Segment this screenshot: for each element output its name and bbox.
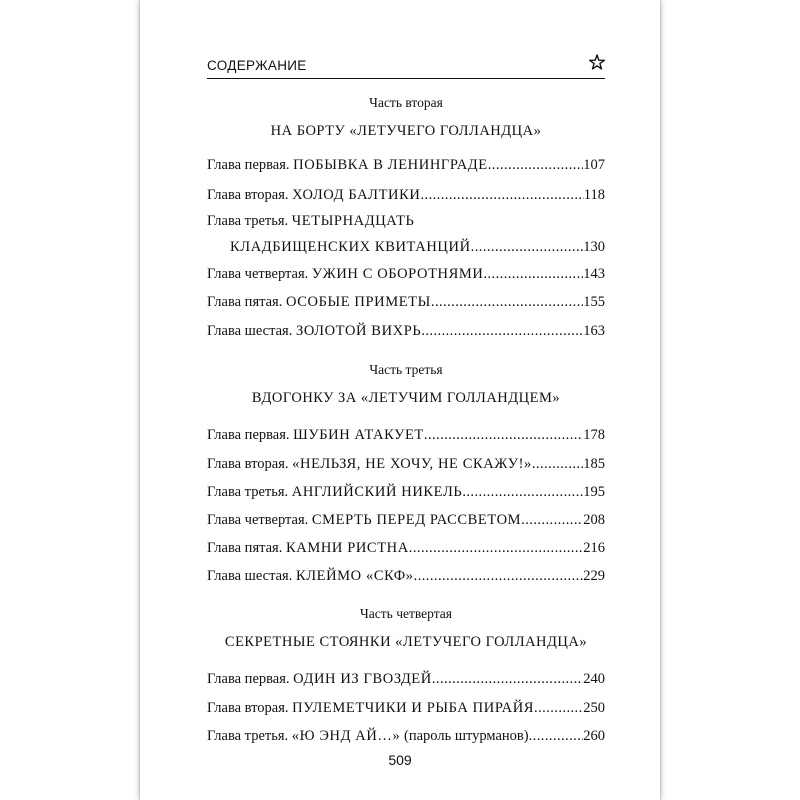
page-ref: 143	[583, 266, 605, 282]
page-ref: 107	[583, 157, 605, 173]
book-page	[140, 0, 660, 800]
toc-entry[interactable]	[207, 212, 605, 256]
leader-dots	[483, 265, 583, 283]
part-title: ВДОГОНКУ ЗА «ЛЕТУЧИМ ГОЛЛАНДЦЕМ»	[251, 390, 561, 406]
part-heading	[207, 95, 605, 140]
chapter-note: (пароль штурманов)	[404, 728, 529, 744]
page-ref: 185	[583, 456, 605, 472]
part-label: Часть вторая	[369, 95, 443, 110]
page-ref: 163	[583, 323, 605, 339]
leader-dots	[471, 238, 584, 256]
chapter-prefix: Глава третья.	[207, 484, 289, 500]
chapter-prefix: Глава четвертая.	[207, 512, 309, 528]
chapter-prefix: Глава первая.	[207, 157, 290, 173]
chapter-prefix: Глава пятая.	[207, 540, 283, 556]
toc-entry[interactable]	[207, 539, 605, 557]
page-ref: 208	[583, 512, 605, 528]
chapter-title: ЧЕТЫРНАДЦАТЬ	[291, 213, 415, 229]
page-ref: 118	[583, 187, 605, 203]
chapter-prefix: Глава четвертая.	[207, 266, 309, 282]
toc-entry[interactable]	[207, 426, 605, 444]
chapter-prefix: Глава вторая.	[207, 456, 289, 472]
chapter-prefix: Глава первая.	[207, 671, 290, 687]
chapter-title: ПОБЫВКА В ЛЕНИНГРАДЕ	[293, 157, 488, 173]
leader-dots	[432, 670, 583, 688]
toc-entry[interactable]	[207, 699, 605, 717]
star-icon	[589, 54, 605, 70]
chapter-title: КАМНИ РИСТНА	[285, 540, 409, 556]
leader-dots	[534, 699, 583, 717]
toc-entry[interactable]	[207, 293, 605, 311]
page-ref: 240	[583, 671, 605, 687]
chapter-title: «Ю ЭНД АЙ…»	[291, 728, 401, 744]
leader-dots	[529, 727, 584, 745]
part-heading	[207, 606, 605, 651]
page-header	[207, 52, 605, 79]
chapter-prefix: Глава шестая.	[207, 568, 293, 584]
leader-dots	[462, 483, 583, 501]
page-ref: 195	[583, 484, 605, 500]
leader-dots	[414, 567, 584, 585]
toc-entry[interactable]	[207, 670, 605, 688]
chapter-prefix: Глава третья.	[207, 728, 289, 744]
leader-dots	[488, 156, 584, 174]
chapter-title: УЖИН С ОБОРОТНЯМИ	[311, 266, 484, 282]
chapter-title: ШУБИН АТАКУЕТ	[293, 427, 424, 443]
chapter-prefix: Глава вторая.	[207, 700, 289, 716]
toc-entry[interactable]	[207, 156, 605, 174]
page-ref: 216	[583, 540, 605, 556]
chapter-title: ОСОБЫЕ ПРИМЕТЫ	[285, 294, 431, 310]
toc-entry[interactable]	[207, 265, 605, 283]
part-title: НА БОРТУ «ЛЕТУЧЕГО ГОЛЛАНДЦА»	[270, 123, 542, 139]
header-title: СОДЕРЖАНИЕ	[207, 58, 307, 73]
toc-entry[interactable]	[207, 322, 605, 340]
part-label: Часть четвертая	[360, 606, 452, 621]
leader-dots	[421, 322, 583, 340]
chapter-title: ПУЛЕМЕТЧИКИ И РЫБА ПИРАЙЯ	[292, 700, 535, 716]
part-heading	[207, 362, 605, 407]
page-ref: 130	[583, 239, 605, 255]
page-ref: 229	[583, 568, 605, 584]
chapter-title: ХОЛОД БАЛТИКИ	[292, 187, 421, 203]
chapter-prefix: Глава третья.	[207, 213, 289, 229]
chapter-title: «НЕЛЬЗЯ, НЕ ХОЧУ, НЕ СКАЖУ!»	[292, 456, 532, 472]
toc-entry[interactable]	[207, 727, 605, 745]
part-title: СЕКРЕТНЫЕ СТОЯНКИ «ЛЕТУЧЕГО ГОЛЛАНДЦА»	[224, 634, 588, 650]
leader-dots	[521, 511, 583, 529]
chapter-title: КЛЕЙМО «СКФ»	[295, 568, 414, 584]
page-ref: 155	[583, 294, 605, 310]
leader-dots	[420, 186, 583, 204]
chapter-title: ЗОЛОТОЙ ВИХРЬ	[295, 323, 422, 339]
chapter-prefix: Глава шестая.	[207, 323, 293, 339]
chapter-prefix: Глава первая.	[207, 427, 290, 443]
leader-dots	[424, 426, 583, 444]
page-ref: 250	[583, 700, 605, 716]
toc-entry[interactable]	[207, 186, 605, 204]
leader-dots	[431, 293, 583, 311]
chapter-title: ОДИН ИЗ ГВОЗДЕЙ	[293, 671, 432, 687]
toc-entry[interactable]	[207, 455, 605, 473]
toc-entry[interactable]	[207, 511, 605, 529]
chapter-title: СМЕРТЬ ПЕРЕД РАССВЕТОМ	[311, 512, 522, 528]
toc-entry[interactable]	[207, 567, 605, 585]
chapter-title: АНГЛИЙСКИЙ НИКЕЛЬ	[291, 484, 463, 500]
chapter-prefix: Глава пятая.	[207, 294, 283, 310]
leader-dots	[532, 455, 583, 473]
chapter-title-continued: КЛАДБИЩЕНСКИХ КВИТАНЦИЙ	[230, 239, 471, 255]
toc-entry[interactable]	[207, 483, 605, 501]
part-label: Часть третья	[369, 362, 443, 377]
page-ref: 260	[583, 728, 605, 744]
chapter-prefix: Глава вторая.	[207, 187, 289, 203]
page-number: 509	[388, 752, 412, 768]
page-ref: 178	[583, 427, 605, 443]
leader-dots	[409, 539, 583, 557]
